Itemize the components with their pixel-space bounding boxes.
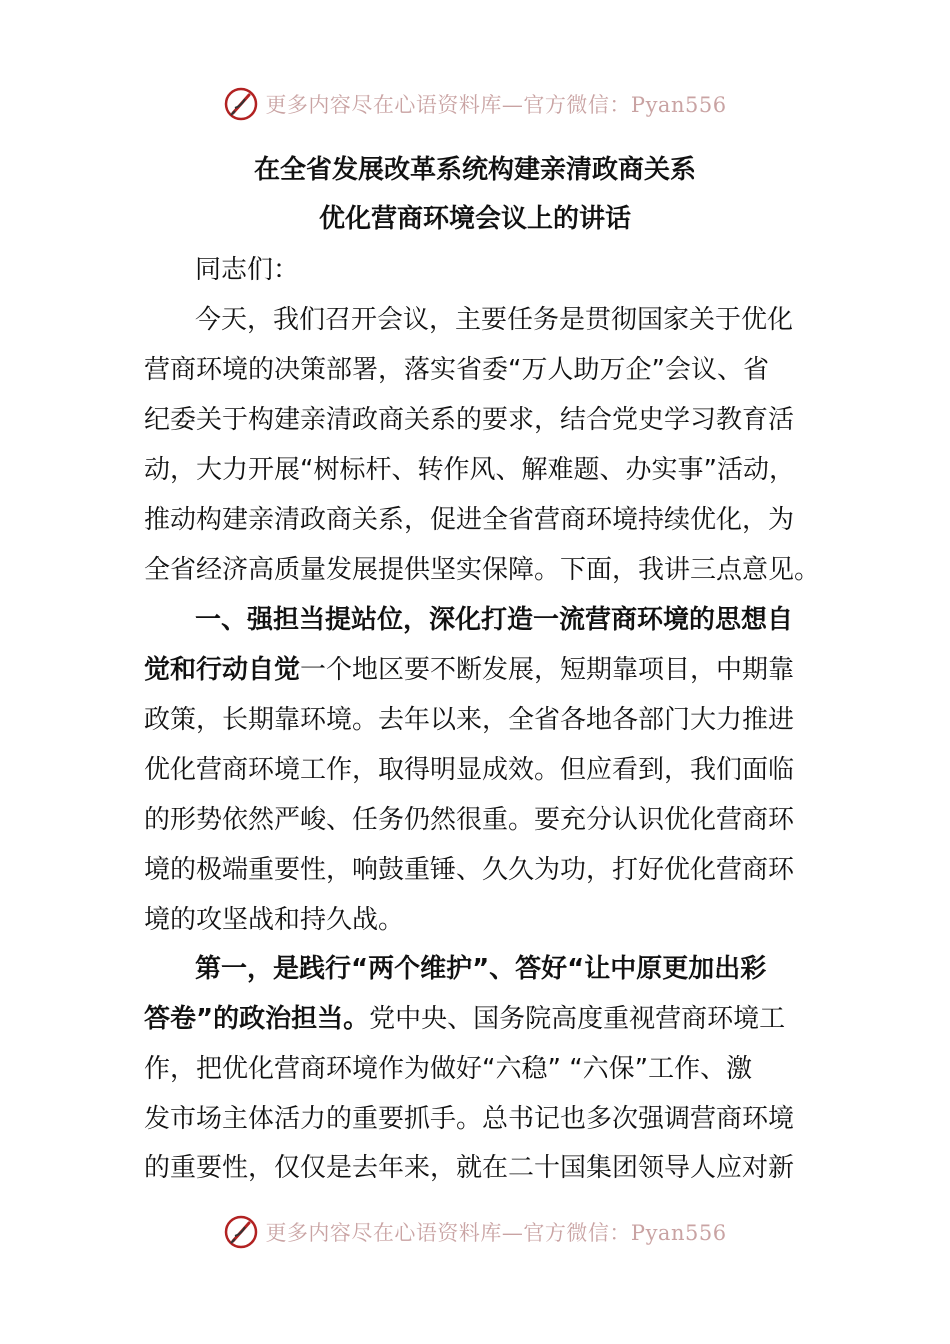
paragraph-line: 的形势依然严峻、任务仍然很重。要充分认识优化营商环 <box>144 805 795 835</box>
watermark-text: 更多内容尽在心语资料库—官方微信：Pyan556 <box>265 1221 727 1245</box>
section-heading-continued: 觉和行动自觉 <box>144 655 301 685</box>
paragraph-line <box>144 1002 785 1036</box>
paragraph-line: 境的攻坚战和持久战。 <box>144 905 405 935</box>
paragraph-line: 今天，我们召开会议，主要任务是贯彻国家关于优化 <box>195 305 794 335</box>
point-heading-continued: 答卷”的政治担当。 <box>144 1004 370 1034</box>
paragraph-text: 党中央、国务院高度重视营商环境工 <box>369 1004 786 1034</box>
document-title-line-1: 在全省发展改革系统构建亲清政商关系 <box>253 155 696 185</box>
paragraph-line: 优化营商环境工作，取得明显成效。但应看到，我们面临 <box>144 755 795 785</box>
paragraph-line: 的重要性，仅仅是去年来，就在二十国集团领导人应对新 <box>144 1153 795 1183</box>
quill-logo-icon <box>223 1214 259 1250</box>
watermark-text: 更多内容尽在心语资料库—官方微信：Pyan556 <box>265 93 727 117</box>
document-title-line-2: 优化营商环境会议上的讲话 <box>318 204 631 234</box>
paragraph-line <box>144 653 794 687</box>
paragraph-line: 推动构建亲清政商关系，促进全省营商环境持续优化，为 <box>144 505 795 535</box>
point-heading: 第一，是践行“两个维护”、答好“让中原更加出彩 <box>195 954 767 984</box>
paragraph-line: 营商环境的决策部署，落实省委“万人助万企”会议、省 <box>144 355 769 385</box>
paragraph-line: 全省经济高质量发展提供坚实保障。下面，我讲三点意见。 <box>144 555 821 585</box>
section-heading: 一、强担当提站位，深化打造一流营商环境的思想自 <box>195 605 794 635</box>
paragraph-line: 发市场主体活力的重要抓手。总书记也多次强调营商环境 <box>144 1104 795 1134</box>
paragraph-line: 境的极端重要性，响鼓重锤、久久为功，打好优化营商环 <box>144 855 795 885</box>
paragraph-line: 作，把优化营商环境作为做好“六稳” “六保”工作、激 <box>144 1054 753 1084</box>
greeting: 同志们： <box>195 255 300 285</box>
quill-logo-icon <box>223 86 259 122</box>
paragraph-line: 动，大力开展“树标杆、转作风、解难题、办实事”活动， <box>144 455 795 485</box>
paragraph-text: 一个地区要不断发展，短期靠项目，中期靠 <box>300 655 795 685</box>
paragraph-line: 纪委关于构建亲清政商关系的要求，结合党史学习教育活 <box>144 405 795 435</box>
paragraph-line: 政策，长期靠环境。去年以来，全省各地各部门大力推进 <box>144 705 795 735</box>
watermark-banner-bottom <box>0 1212 950 1252</box>
watermark-banner-top <box>0 84 950 124</box>
